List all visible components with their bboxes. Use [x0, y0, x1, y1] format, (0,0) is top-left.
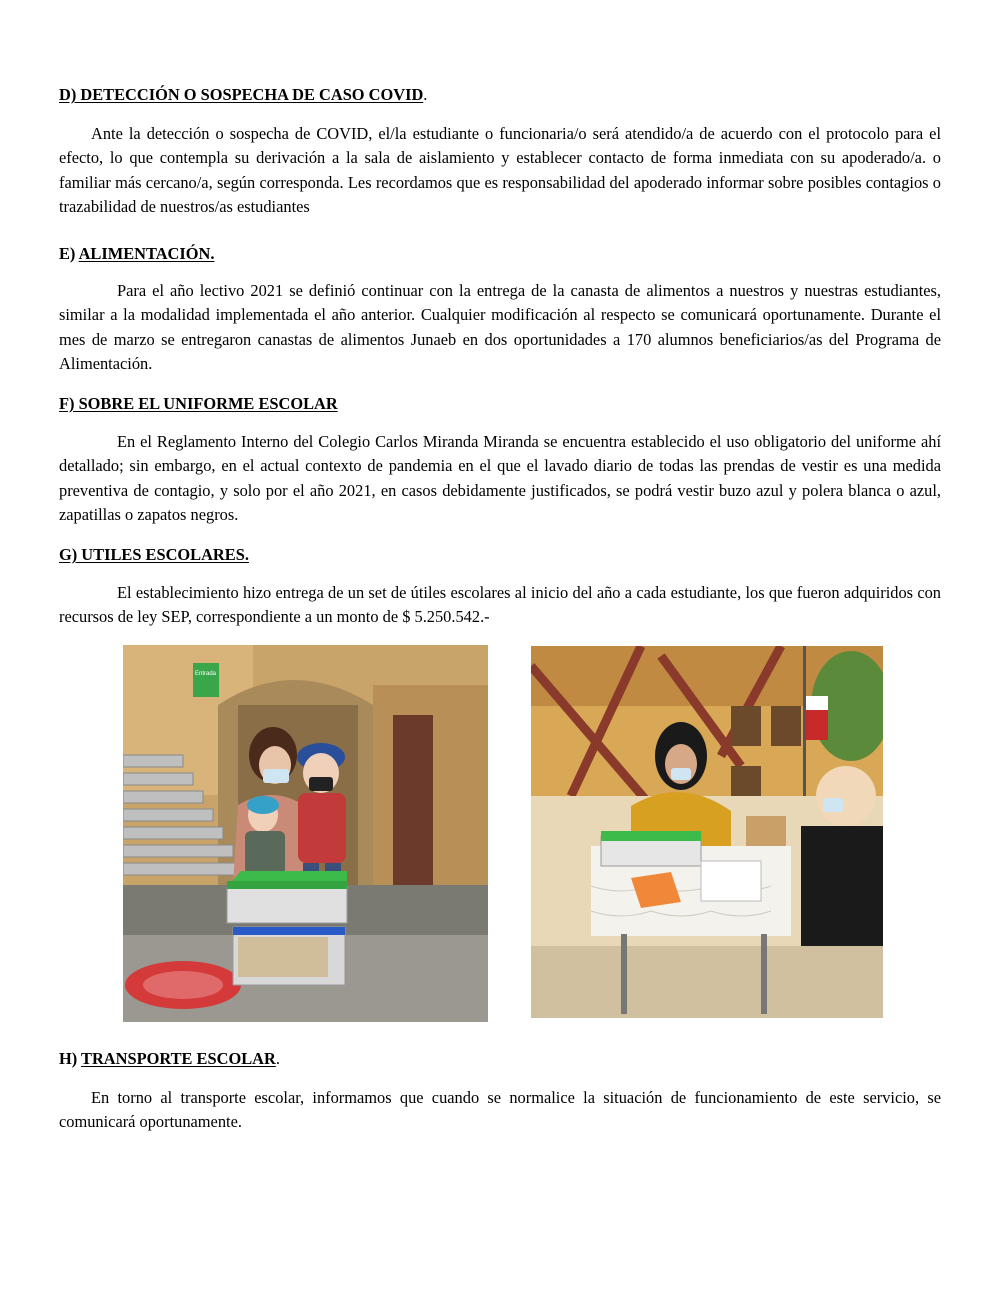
section-e-prefix: E)	[59, 244, 79, 263]
section-g-body: El establecimiento hizo entrega de un set de útiles escolares al inicio del año a cada estudiante, los que fueron adquiridos con recursos de ley SEP, correspondiente a un monto de $ 5.250.542.-	[59, 583, 941, 627]
section-g-title: G) UTILES ESCOLARES.	[59, 545, 249, 564]
section-h-title: TRANSPORTE ESCOLAR	[81, 1049, 276, 1068]
section-f-title: F) SOBRE EL UNIFORME ESCOLAR	[59, 394, 338, 413]
section-h-heading	[59, 1047, 280, 1071]
section-d-body: Ante la detección o sospecha de COVID, el/la estudiante o funcionaria/o será atendido/a de acuerdo con el protocolo para el efecto, lo que contempla su derivación a la sala de aislamiento y establecer contacto de forma inmediata con su apoderado/a. o familiar más cercano/a, según corresponda. Les recordamos que es responsabilidad del apoderado informar sobre posibles contagios o trazabilidad de nuestros/as estudiantes	[59, 124, 941, 217]
section-h-body: En torno al transporte escolar, informamos que cuando se normalice la situación de funcionamiento de este servicio, se comunicará oportunamente.	[59, 1088, 941, 1132]
section-h-prefix: H)	[59, 1049, 82, 1068]
sign-text: Entrada	[195, 671, 217, 677]
section-d-title-suffix: .	[423, 85, 428, 104]
section-f-body: En el Reglamento Interno del Colegio Carlos Miranda Miranda se encuentra establecido el uso obligatorio del uniforme ahí detallado; sin embargo, en el actual contexto de pandemia en el que el lavado diario de todas las prendas de vestir es una medida preventiva de contagio, y solo por el año 2021, en casos debidamente justificados, se podrá vestir buzo azul y polera blanca o azul, zapatillas o zapatos negros.	[59, 432, 941, 525]
section-g-heading	[59, 543, 249, 567]
photo-family-supplies	[123, 645, 488, 1022]
section-h-title-suffix: .	[275, 1049, 280, 1068]
section-d-title: D) DETECCIÓN O SOSPECHA DE CASO COVID	[59, 85, 424, 104]
section-e-title: ALIMENTACIÓN.	[78, 244, 215, 263]
photo-delivery-table	[531, 646, 883, 1018]
section-f-heading	[59, 392, 338, 416]
section-e-heading	[59, 242, 214, 266]
section-e-body: Para el año lectivo 2021 se definió continuar con la entrega de la canasta de alimentos a nuestros y nuestras estudiantes, similar a la modalidad implementada el año anterior. Cualquier modificación al respecto se comunicará oportunamente. Durante el mes de marzo se entregaron canastas de alimentos Junaeb en dos oportunidades a 170 alumnos beneficiarios/as del Programa de Alimentación.	[59, 281, 941, 374]
section-d-heading	[59, 83, 427, 107]
